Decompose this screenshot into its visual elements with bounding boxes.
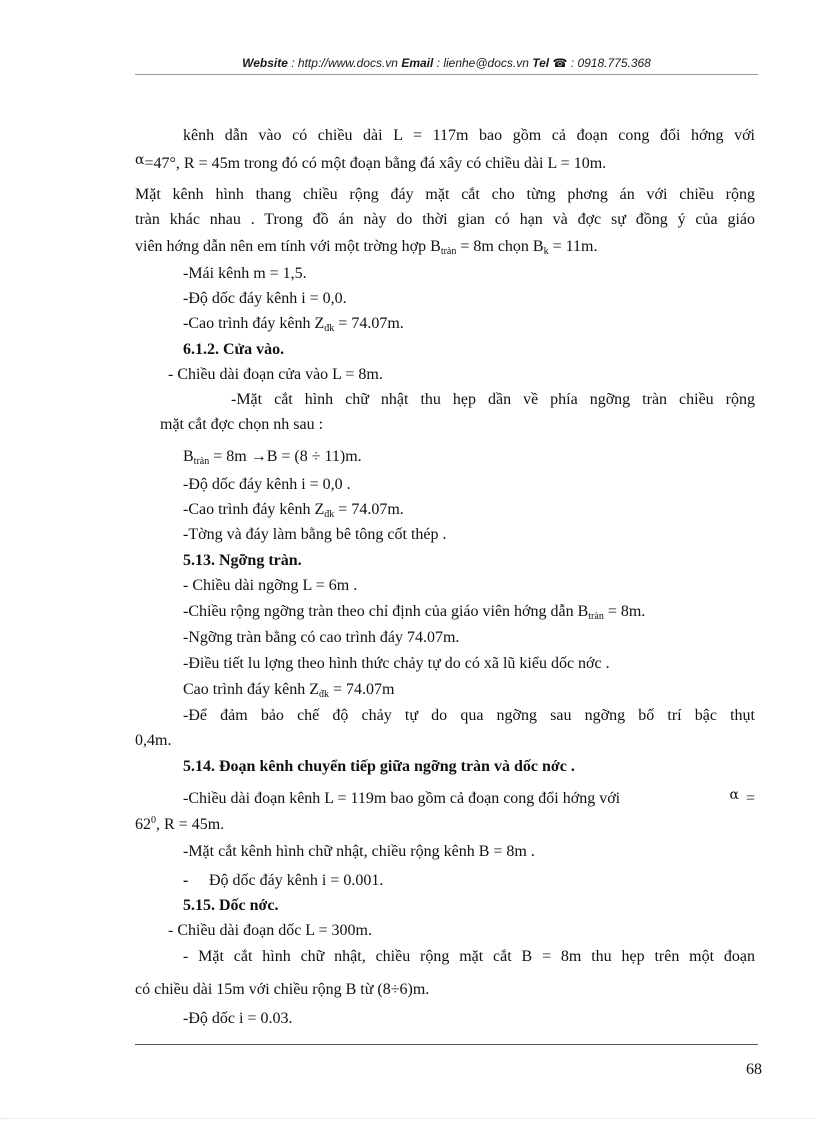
page-header — [135, 56, 758, 70]
alpha-symbol: α — [135, 152, 145, 168]
list-item: -Độ dốc đáy kênh i = 0,0 . — [183, 476, 351, 493]
paragraph-line: - Mặt cắt hình chữ nhật, chiều rộng mặt cắt B = 8m thu hẹp trên một đoạn — [183, 948, 755, 965]
paragraph-line: α=47°, R = 45m trong đó có một đoạn bằng đá xây có chiều dài L = 10m. — [135, 152, 607, 172]
list-item: - Chiều dài ngỡng L = 6m . — [183, 577, 358, 594]
paragraph-line: -Để đảm bảo chế độ chảy tự do qua ngỡng sau ngỡng bố trí bậc thụt — [183, 707, 755, 724]
section-heading: 6.1.2. Cửa vào. — [183, 341, 285, 358]
paragraph-line: Mặt kênh hình thang chiều rộng đáy mặt cắt cho từng phơng án với chiều rộng — [135, 186, 755, 203]
list-item: - Độ dốc đáy kênh i = 0.001. — [183, 872, 384, 889]
formula-line: Btràn = 8m →B = (8 ÷ 11)m. — [183, 448, 362, 467]
paragraph-line: 0,4m. — [135, 732, 172, 749]
list-item: -Độ dốc i = 0.03. — [183, 1010, 293, 1027]
page-number: 68 — [746, 1061, 762, 1078]
bullet-icon: - — [183, 872, 189, 889]
list-item: -Độ dốc đáy kênh i = 0,0. — [183, 290, 347, 307]
list-item: Cao trình đáy kênh Zđk = 74.07m — [183, 681, 395, 700]
paragraph-line: -Mặt cắt hình chữ nhật thu hẹp dần về phía ngỡng tràn chiều rộng — [231, 391, 755, 408]
list-item: -Cao trình đáy kênh Zđk = 74.07m. — [183, 501, 404, 520]
list-item: -Mái kênh m = 1,5. — [183, 265, 307, 282]
phone-icon: ☎ — [552, 56, 568, 70]
website-link[interactable]: : http://www.docs.vn — [287, 56, 402, 70]
tel-label: Tel — [532, 56, 550, 70]
section-heading: 5.15. Dốc nớc. — [183, 897, 279, 914]
paragraph-line: $62^0$, R = 45m. — [135, 815, 225, 833]
alpha-symbol: α — [729, 787, 739, 803]
tel-value: : 0918.775.368 — [567, 56, 651, 70]
paragraph-line: -Chiều dài đoạn kênh L = 119m bao gồm cả đoạn cong đổi hớng với α = — [183, 787, 755, 807]
list-item: -Chiều rộng ngỡng tràn theo chỉ định của giáo viên hớng dẫn Btràn = 8m. — [183, 603, 646, 622]
list-item: -Điều tiết lu lợng theo hình thức chảy tự do có xã lũ kiểu dốc nớc . — [183, 655, 610, 672]
list-item: -Cao trình đáy kênh Zđk = 74.07m. — [183, 315, 404, 334]
header-divider — [135, 74, 758, 75]
paragraph-line: kênh dẫn vào có chiều dài L = 117m bao gồm cả đoạn cong đổi hớng với — [183, 127, 755, 144]
website-label: Website — [242, 56, 288, 70]
section-heading: 5.14. Đoạn kênh chuyển tiếp giữa ngỡng tràn và dốc nớc . — [183, 758, 575, 775]
paragraph-line: có chiều dài 15m với chiều rộng B từ (8÷6)m. — [135, 981, 430, 998]
paragraph-line: mặt cắt đợc chọn nh sau : — [160, 416, 324, 433]
footer-divider — [135, 1044, 758, 1045]
page-bottom-edge — [0, 1118, 816, 1119]
list-item: - Chiều dài đoạn cửa vào L = 8m. — [168, 366, 383, 383]
email-label: Email — [401, 56, 434, 70]
paragraph-line: tràn khác nhau . Trong đồ án này do thời gian có hạn và đợc sự đồng ý của giáo — [135, 211, 755, 228]
section-heading: 5.13. Ngỡng tràn. — [183, 552, 302, 569]
list-item: - Chiều dài đoạn dốc L = 300m. — [168, 922, 372, 939]
paragraph-line: viên hớng dẫn nên em tính với một trờng hợp Btràn = 8m chọn Bk = 11m. — [135, 238, 598, 257]
arrow-icon: → — [250, 448, 267, 465]
list-item: -Ngỡng tràn bằng có cao trình đáy 74.07m. — [183, 629, 460, 646]
email-link[interactable]: : lienhe@docs.vn — [433, 56, 533, 70]
list-item: -Tờng và đáy làm bằng bê tông cốt thép . — [183, 526, 447, 543]
list-item: -Mặt cắt kênh hình chữ nhật, chiều rộng kênh B = 8m . — [183, 843, 535, 860]
